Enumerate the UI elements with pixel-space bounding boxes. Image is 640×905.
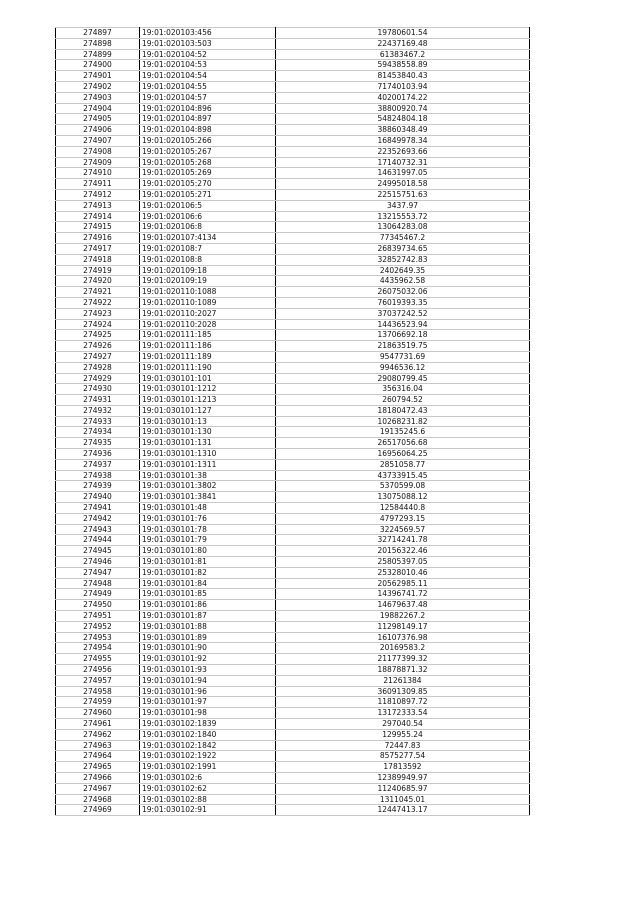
row-number-cell: 274955 <box>56 654 140 665</box>
table-row <box>56 38 530 49</box>
row-number-cell: 274965 <box>56 762 140 773</box>
table-row <box>56 557 530 568</box>
value-cell: 12389949.97 <box>276 772 530 783</box>
cadastral-number-cell: 19:01:030102:62 <box>140 783 276 794</box>
cadastral-number-cell: 19:01:030101:84 <box>140 578 276 589</box>
table-row <box>56 740 530 751</box>
cadastral-number-cell: 19:01:020105:266 <box>140 135 276 146</box>
row-number-cell: 274926 <box>56 341 140 352</box>
table-row <box>56 578 530 589</box>
value-cell: 356316.04 <box>276 384 530 395</box>
value-cell: 9547731.69 <box>276 351 530 362</box>
value-cell: 18878871.32 <box>276 665 530 676</box>
row-number-cell: 274967 <box>56 783 140 794</box>
value-cell: 2402649.35 <box>276 265 530 276</box>
cadastral-number-cell: 19:01:030101:1212 <box>140 384 276 395</box>
table-row <box>56 611 530 622</box>
table-row <box>56 719 530 730</box>
cadastral-number-cell: 19:01:020105:270 <box>140 179 276 190</box>
value-cell: 71740103.94 <box>276 81 530 92</box>
table-row <box>56 503 530 514</box>
value-cell: 20169583.2 <box>276 643 530 654</box>
row-number-cell: 274953 <box>56 632 140 643</box>
cadastral-number-cell: 19:01:030101:94 <box>140 675 276 686</box>
value-cell: 19135245.6 <box>276 427 530 438</box>
cadastral-number-cell: 19:01:020104:53 <box>140 60 276 71</box>
row-number-cell: 274939 <box>56 481 140 492</box>
value-cell: 17140732.31 <box>276 157 530 168</box>
value-cell: 26075032.06 <box>276 287 530 298</box>
table-row <box>56 330 530 341</box>
row-number-cell: 274961 <box>56 719 140 730</box>
table-body <box>56 28 530 816</box>
table-row <box>56 211 530 222</box>
cadastral-number-cell: 19:01:020110:2028 <box>140 319 276 330</box>
cadastral-number-cell: 19:01:020107:4134 <box>140 233 276 244</box>
data-table <box>55 27 530 816</box>
value-cell: 13706692.18 <box>276 330 530 341</box>
cadastral-number-cell: 19:01:020104:898 <box>140 125 276 136</box>
value-cell: 77345467.2 <box>276 233 530 244</box>
value-cell: 54824804.18 <box>276 114 530 125</box>
row-number-cell: 274920 <box>56 276 140 287</box>
cadastral-number-cell: 19:01:030101:76 <box>140 513 276 524</box>
table-row <box>56 708 530 719</box>
row-number-cell: 274904 <box>56 103 140 114</box>
row-number-cell: 274951 <box>56 611 140 622</box>
row-number-cell: 274910 <box>56 168 140 179</box>
value-cell: 14396741.72 <box>276 589 530 600</box>
row-number-cell: 274945 <box>56 546 140 557</box>
row-number-cell: 274915 <box>56 222 140 233</box>
value-cell: 11240685.97 <box>276 783 530 794</box>
table-row <box>56 362 530 373</box>
cadastral-number-cell: 19:01:030101:90 <box>140 643 276 654</box>
row-number-cell: 274949 <box>56 589 140 600</box>
value-cell: 36091309.85 <box>276 686 530 697</box>
cadastral-number-cell: 19:01:030101:38 <box>140 470 276 481</box>
row-number-cell: 274923 <box>56 308 140 319</box>
value-cell: 22437169.48 <box>276 38 530 49</box>
value-cell: 10268231.82 <box>276 416 530 427</box>
row-number-cell: 274948 <box>56 578 140 589</box>
value-cell: 38860348.49 <box>276 125 530 136</box>
row-number-cell: 274958 <box>56 686 140 697</box>
cadastral-number-cell: 19:01:030101:3841 <box>140 492 276 503</box>
value-cell: 1311045.01 <box>276 794 530 805</box>
value-cell: 72447.83 <box>276 740 530 751</box>
row-number-cell: 274903 <box>56 92 140 103</box>
table-row <box>56 513 530 524</box>
row-number-cell: 274960 <box>56 708 140 719</box>
cadastral-number-cell: 19:01:020105:269 <box>140 168 276 179</box>
value-cell: 32852742.83 <box>276 254 530 265</box>
value-cell: 19882267.2 <box>276 611 530 622</box>
row-number-cell: 274933 <box>56 416 140 427</box>
table-row <box>56 297 530 308</box>
table-row <box>56 632 530 643</box>
value-cell: 16107376.98 <box>276 632 530 643</box>
value-cell: 37037242.52 <box>276 308 530 319</box>
row-number-cell: 274962 <box>56 729 140 740</box>
row-number-cell: 274936 <box>56 449 140 460</box>
row-number-cell: 274938 <box>56 470 140 481</box>
table-row <box>56 135 530 146</box>
row-number-cell: 274925 <box>56 330 140 341</box>
value-cell: 11810897.72 <box>276 697 530 708</box>
row-number-cell: 274912 <box>56 189 140 200</box>
value-cell: 61383467.2 <box>276 49 530 60</box>
row-number-cell: 274942 <box>56 513 140 524</box>
value-cell: 22352693.66 <box>276 146 530 157</box>
cadastral-number-cell: 19:01:020104:897 <box>140 114 276 125</box>
row-number-cell: 274913 <box>56 200 140 211</box>
table-row <box>56 665 530 676</box>
value-cell: 12447413.17 <box>276 805 530 816</box>
table-row <box>56 81 530 92</box>
table-row <box>56 125 530 136</box>
row-number-cell: 274946 <box>56 557 140 568</box>
value-cell: 21863519.75 <box>276 341 530 352</box>
row-number-cell: 274906 <box>56 125 140 136</box>
row-number-cell: 274901 <box>56 71 140 82</box>
cadastral-number-cell: 19:01:020109:19 <box>140 276 276 287</box>
table-row <box>56 697 530 708</box>
value-cell: 2851058.77 <box>276 459 530 470</box>
row-number-cell: 274944 <box>56 535 140 546</box>
table-row <box>56 492 530 503</box>
cadastral-number-cell: 19:01:030101:3802 <box>140 481 276 492</box>
cadastral-number-cell: 19:01:030102:1839 <box>140 719 276 730</box>
row-number-cell: 274963 <box>56 740 140 751</box>
cadastral-number-cell: 19:01:020103:503 <box>140 38 276 49</box>
cadastral-number-cell: 19:01:030102:6 <box>140 772 276 783</box>
row-number-cell: 274900 <box>56 60 140 71</box>
table-row <box>56 373 530 384</box>
table-row <box>56 459 530 470</box>
table-row <box>56 751 530 762</box>
row-number-cell: 274916 <box>56 233 140 244</box>
value-cell: 13075088.12 <box>276 492 530 503</box>
cadastral-number-cell: 19:01:030101:130 <box>140 427 276 438</box>
row-number-cell: 274928 <box>56 362 140 373</box>
table-row <box>56 351 530 362</box>
cadastral-number-cell: 19:01:030101:88 <box>140 621 276 632</box>
table-row <box>56 438 530 449</box>
cadastral-number-cell: 19:01:020111:190 <box>140 362 276 373</box>
table-row <box>56 276 530 287</box>
table-row <box>56 762 530 773</box>
value-cell: 17813592 <box>276 762 530 773</box>
value-cell: 13172333.54 <box>276 708 530 719</box>
value-cell: 129955.24 <box>276 729 530 740</box>
row-number-cell: 274941 <box>56 503 140 514</box>
row-number-cell: 274934 <box>56 427 140 438</box>
value-cell: 40200174.22 <box>276 92 530 103</box>
row-number-cell: 274911 <box>56 179 140 190</box>
value-cell: 38800920.74 <box>276 103 530 114</box>
value-cell: 3437.97 <box>276 200 530 211</box>
table-row <box>56 265 530 276</box>
table-row <box>56 146 530 157</box>
row-number-cell: 274921 <box>56 287 140 298</box>
cadastral-number-cell: 19:01:030101:127 <box>140 405 276 416</box>
cadastral-number-cell: 19:01:020106:5 <box>140 200 276 211</box>
cadastral-number-cell: 19:01:030101:81 <box>140 557 276 568</box>
cadastral-number-cell: 19:01:020110:2027 <box>140 308 276 319</box>
cadastral-number-cell: 19:01:030101:98 <box>140 708 276 719</box>
cadastral-number-cell: 19:01:020105:268 <box>140 157 276 168</box>
table-row <box>56 405 530 416</box>
row-number-cell: 274943 <box>56 524 140 535</box>
cadastral-number-cell: 19:01:030101:80 <box>140 546 276 557</box>
row-number-cell: 274930 <box>56 384 140 395</box>
table-row <box>56 179 530 190</box>
row-number-cell: 274905 <box>56 114 140 125</box>
cadastral-number-cell: 19:01:030101:87 <box>140 611 276 622</box>
value-cell: 14679637.48 <box>276 600 530 611</box>
cadastral-number-cell: 19:01:030101:89 <box>140 632 276 643</box>
cadastral-number-cell: 19:01:020104:896 <box>140 103 276 114</box>
cadastral-number-cell: 19:01:020110:1088 <box>140 287 276 298</box>
row-number-cell: 274927 <box>56 351 140 362</box>
cadastral-number-cell: 19:01:030102:1840 <box>140 729 276 740</box>
value-cell: 16849978.34 <box>276 135 530 146</box>
cadastral-number-cell: 19:01:030102:91 <box>140 805 276 816</box>
table-row <box>56 805 530 816</box>
table-row <box>56 546 530 557</box>
value-cell: 13064283.08 <box>276 222 530 233</box>
cadastral-number-cell: 19:01:030101:92 <box>140 654 276 665</box>
cadastral-number-cell: 19:01:030102:1991 <box>140 762 276 773</box>
table-row <box>56 28 530 39</box>
value-cell: 8575277.54 <box>276 751 530 762</box>
table-row <box>56 92 530 103</box>
table-row <box>56 114 530 125</box>
value-cell: 22515751.63 <box>276 189 530 200</box>
value-cell: 11298149.17 <box>276 621 530 632</box>
row-number-cell: 274947 <box>56 567 140 578</box>
row-number-cell: 274907 <box>56 135 140 146</box>
cadastral-number-cell: 19:01:030101:78 <box>140 524 276 535</box>
row-number-cell: 274924 <box>56 319 140 330</box>
row-number-cell: 274950 <box>56 600 140 611</box>
table-row <box>56 686 530 697</box>
cadastral-number-cell: 19:01:030102:88 <box>140 794 276 805</box>
row-number-cell: 274969 <box>56 805 140 816</box>
cadastral-number-cell: 19:01:020110:1089 <box>140 297 276 308</box>
value-cell: 4797293.15 <box>276 513 530 524</box>
row-number-cell: 274899 <box>56 49 140 60</box>
row-number-cell: 274931 <box>56 395 140 406</box>
table-row <box>56 654 530 665</box>
table-row <box>56 341 530 352</box>
value-cell: 43733915.45 <box>276 470 530 481</box>
cadastral-number-cell: 19:01:030102:1922 <box>140 751 276 762</box>
row-number-cell: 274932 <box>56 405 140 416</box>
value-cell: 81453840.43 <box>276 71 530 82</box>
cadastral-number-cell: 19:01:020111:185 <box>140 330 276 341</box>
row-number-cell: 274966 <box>56 772 140 783</box>
value-cell: 76019393.35 <box>276 297 530 308</box>
row-number-cell: 274917 <box>56 243 140 254</box>
value-cell: 14631997.05 <box>276 168 530 179</box>
table-row <box>56 524 530 535</box>
row-number-cell: 274897 <box>56 28 140 39</box>
value-cell: 20562985.11 <box>276 578 530 589</box>
cadastral-number-cell: 19:01:030101:1310 <box>140 449 276 460</box>
table-row <box>56 254 530 265</box>
table-row <box>56 481 530 492</box>
row-number-cell: 274898 <box>56 38 140 49</box>
cadastral-number-cell: 19:01:030101:85 <box>140 589 276 600</box>
row-number-cell: 274952 <box>56 621 140 632</box>
row-number-cell: 274959 <box>56 697 140 708</box>
value-cell: 32714241.78 <box>276 535 530 546</box>
cadastral-number-cell: 19:01:020108:8 <box>140 254 276 265</box>
table-row <box>56 189 530 200</box>
value-cell: 24995018.58 <box>276 179 530 190</box>
table-row <box>56 643 530 654</box>
table-row <box>56 416 530 427</box>
cadastral-number-cell: 19:01:020103:456 <box>140 28 276 39</box>
cadastral-number-cell: 19:01:030101:97 <box>140 697 276 708</box>
table-row <box>56 243 530 254</box>
value-cell: 25805397.05 <box>276 557 530 568</box>
table-row <box>56 535 530 546</box>
cadastral-number-cell: 19:01:030101:101 <box>140 373 276 384</box>
row-number-cell: 274914 <box>56 211 140 222</box>
table-row <box>56 308 530 319</box>
cadastral-number-cell: 19:01:020104:52 <box>140 49 276 60</box>
value-cell: 14436523.94 <box>276 319 530 330</box>
value-cell: 260794.52 <box>276 395 530 406</box>
value-cell: 4435962.58 <box>276 276 530 287</box>
row-number-cell: 274937 <box>56 459 140 470</box>
cadastral-number-cell: 19:01:020109:18 <box>140 265 276 276</box>
row-number-cell: 274902 <box>56 81 140 92</box>
table-row <box>56 794 530 805</box>
table-row <box>56 157 530 168</box>
table-row <box>56 384 530 395</box>
value-cell: 5370599.08 <box>276 481 530 492</box>
cadastral-number-cell: 19:01:020105:271 <box>140 189 276 200</box>
table-row <box>56 71 530 82</box>
row-number-cell: 274922 <box>56 297 140 308</box>
table-row <box>56 470 530 481</box>
cadastral-number-cell: 19:01:020106:6 <box>140 211 276 222</box>
cadastral-number-cell: 19:01:020104:55 <box>140 81 276 92</box>
row-number-cell: 274935 <box>56 438 140 449</box>
row-number-cell: 274908 <box>56 146 140 157</box>
value-cell: 20156322.46 <box>276 546 530 557</box>
table-row <box>56 783 530 794</box>
row-number-cell: 274956 <box>56 665 140 676</box>
table-row <box>56 589 530 600</box>
table-row <box>56 222 530 233</box>
value-cell: 18180472.43 <box>276 405 530 416</box>
table-row <box>56 49 530 60</box>
cadastral-number-cell: 19:01:030101:79 <box>140 535 276 546</box>
table-row <box>56 287 530 298</box>
table-row <box>56 395 530 406</box>
value-cell: 29080799.45 <box>276 373 530 384</box>
cadastral-number-cell: 19:01:020111:186 <box>140 341 276 352</box>
table-row <box>56 729 530 740</box>
value-cell: 59438558.89 <box>276 60 530 71</box>
table-row <box>56 168 530 179</box>
value-cell: 3224569.57 <box>276 524 530 535</box>
row-number-cell: 274929 <box>56 373 140 384</box>
cadastral-number-cell: 19:01:020106:8 <box>140 222 276 233</box>
row-number-cell: 274918 <box>56 254 140 265</box>
cadastral-number-cell: 19:01:020105:267 <box>140 146 276 157</box>
value-cell: 9946536.12 <box>276 362 530 373</box>
cadastral-number-cell: 19:01:030101:131 <box>140 438 276 449</box>
value-cell: 16956064.25 <box>276 449 530 460</box>
cadastral-number-cell: 19:01:030101:82 <box>140 567 276 578</box>
cadastral-number-cell: 19:01:030101:13 <box>140 416 276 427</box>
table-row <box>56 675 530 686</box>
cadastral-number-cell: 19:01:030101:93 <box>140 665 276 676</box>
table-row <box>56 449 530 460</box>
table-row <box>56 319 530 330</box>
value-cell: 25328010.46 <box>276 567 530 578</box>
cadastral-number-cell: 19:01:030101:1213 <box>140 395 276 406</box>
row-number-cell: 274919 <box>56 265 140 276</box>
table-row <box>56 772 530 783</box>
table-row <box>56 60 530 71</box>
cadastral-number-cell: 19:01:030101:86 <box>140 600 276 611</box>
cadastral-number-cell: 19:01:030101:48 <box>140 503 276 514</box>
value-cell: 12584440.8 <box>276 503 530 514</box>
cadastral-number-cell: 19:01:020111:189 <box>140 351 276 362</box>
cadastral-number-cell: 19:01:030101:1311 <box>140 459 276 470</box>
value-cell: 21261384 <box>276 675 530 686</box>
row-number-cell: 274940 <box>56 492 140 503</box>
row-number-cell: 274954 <box>56 643 140 654</box>
cadastral-number-cell: 19:01:020104:54 <box>140 71 276 82</box>
row-number-cell: 274909 <box>56 157 140 168</box>
table-row <box>56 200 530 211</box>
table-row <box>56 103 530 114</box>
row-number-cell: 274957 <box>56 675 140 686</box>
value-cell: 26517056.68 <box>276 438 530 449</box>
row-number-cell: 274968 <box>56 794 140 805</box>
table-row <box>56 427 530 438</box>
cadastral-number-cell: 19:01:030102:1842 <box>140 740 276 751</box>
row-number-cell: 274964 <box>56 751 140 762</box>
cadastral-number-cell: 19:01:020104:57 <box>140 92 276 103</box>
cadastral-number-cell: 19:01:020108:7 <box>140 243 276 254</box>
table-row <box>56 233 530 244</box>
cadastral-number-cell: 19:01:030101:96 <box>140 686 276 697</box>
value-cell: 297040.54 <box>276 719 530 730</box>
value-cell: 13215553.72 <box>276 211 530 222</box>
table-row <box>56 600 530 611</box>
value-cell: 19780601.54 <box>276 28 530 39</box>
value-cell: 26839734.65 <box>276 243 530 254</box>
table-row <box>56 621 530 632</box>
table-row <box>56 567 530 578</box>
value-cell: 21177399.32 <box>276 654 530 665</box>
